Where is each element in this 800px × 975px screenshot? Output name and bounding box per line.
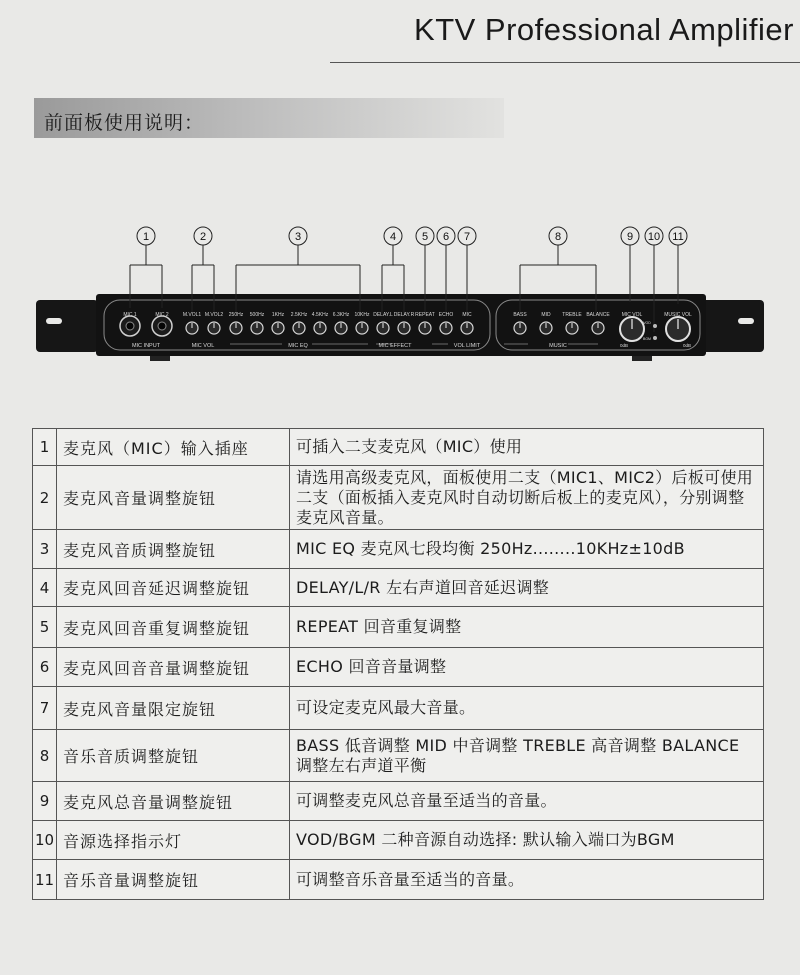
knob-label: REPEAT xyxy=(415,312,435,318)
knob-label: 2.5KHz xyxy=(290,312,308,318)
callout-number: 2 xyxy=(199,231,207,243)
table-cell-num: 3 xyxy=(33,530,57,569)
table-cell-desc: DELAY/L/R 左右声道回音延迟调整 xyxy=(290,569,764,607)
table-row xyxy=(33,648,764,687)
rack-ear-left xyxy=(36,300,98,352)
callout-number: 11 xyxy=(672,231,684,243)
knob-label: MIC xyxy=(462,312,472,318)
callout-number: 3 xyxy=(294,231,302,243)
knob-label: MUSIC VOL xyxy=(664,312,692,318)
table-cell-desc: 可设定麦克风最大音量。 xyxy=(290,687,764,730)
callout-number: 4 xyxy=(389,231,397,243)
knob-label: 1KHz xyxy=(271,312,285,318)
zero-db-label: 0dB xyxy=(619,343,629,348)
group-label: MIC EQ xyxy=(288,343,308,349)
table-row xyxy=(33,569,764,607)
table-row xyxy=(33,782,764,821)
knob-label: MIC 2 xyxy=(155,312,169,318)
table-cell-name: 麦克风音量限定旋钮 xyxy=(57,687,290,730)
table-cell-desc: 可调整音乐音量至适当的音量。 xyxy=(290,860,764,900)
table-cell-num: 7 xyxy=(33,687,57,730)
jack-socket xyxy=(126,322,134,330)
table-cell-num: 10 xyxy=(33,821,57,860)
table-row xyxy=(33,860,764,900)
callout-number: 1 xyxy=(142,231,150,243)
source-indicator-led xyxy=(653,336,657,340)
callout-number: 10 xyxy=(647,231,661,243)
table-cell-name: 音乐音量调整旋钮 xyxy=(57,860,290,900)
table-row xyxy=(33,530,764,569)
knob-label: DELAY.R xyxy=(393,312,415,318)
callout-number: 6 xyxy=(442,231,450,243)
table-row xyxy=(33,821,764,860)
table-row xyxy=(33,429,764,466)
callout-number: 8 xyxy=(554,231,562,243)
table-cell-desc: 请选用高级麦克风，面板使用二支（MIC1、MIC2）后板可使用二支（面板插入麦克风时自动切断后板上的麦克风），分别调整麦克风音量。 xyxy=(290,466,764,530)
table-row xyxy=(33,466,764,530)
table-cell-num: 9 xyxy=(33,782,57,821)
knob-label: DELAY.L xyxy=(373,312,393,318)
knob-label: 6.3KHz xyxy=(332,312,350,318)
table-row xyxy=(33,687,764,730)
knob-label: TREBLE xyxy=(562,312,582,318)
callout-number: 7 xyxy=(463,231,471,243)
table-cell-name: 麦克风回音重复调整旋钮 xyxy=(57,607,290,648)
knob-label: BALANCE xyxy=(586,312,610,318)
group-label: MIC INPUT xyxy=(131,343,161,349)
knob-label: ECHO xyxy=(438,312,454,318)
table-cell-desc: MIC EQ 麦克风七段均衡 250Hz........10KHz±10dB xyxy=(290,530,764,569)
section-title: 前面板使用说明： xyxy=(44,112,205,134)
knob-label: BASS xyxy=(513,312,527,318)
source-indicator-led xyxy=(653,324,657,328)
table-cell-num: 8 xyxy=(33,730,57,782)
table-cell-num: 6 xyxy=(33,648,57,687)
knob-label: MIC 1 xyxy=(123,312,137,318)
knob-label: 4.5KHz xyxy=(311,312,329,318)
knob-label: MID xyxy=(541,312,551,318)
knob-label: 500Hz xyxy=(249,312,265,318)
table-cell-desc: ECHO 回音音量调整 xyxy=(290,648,764,687)
bgm-label: BGM xyxy=(643,337,651,341)
table-cell-num: 2 xyxy=(33,466,57,530)
jack-socket xyxy=(158,322,166,330)
header-divider xyxy=(330,62,800,63)
group-label: MIC VOL xyxy=(191,343,215,349)
table-cell-desc: BASS 低音调整 MID 中音调整 TREBLE 高音调整 BALANCE 调整左右声道平衡 xyxy=(290,730,764,782)
table-row xyxy=(33,730,764,782)
table-cell-desc: 可调整麦克风总音量至适当的音量。 xyxy=(290,782,764,821)
zero-db-label: 0dB xyxy=(682,343,692,348)
table-cell-name: 麦克风音质调整旋钮 xyxy=(57,530,290,569)
table-cell-num: 1 xyxy=(33,429,57,466)
table-cell-desc: REPEAT 回音重复调整 xyxy=(290,607,764,648)
table-cell-num: 11 xyxy=(33,860,57,900)
vod-label: VOD xyxy=(643,321,651,325)
knob-label: 250Hz xyxy=(228,312,244,318)
table-cell-name: 麦克风（MIC）输入插座 xyxy=(57,429,290,466)
table-cell-name: 麦克风回音音量调整旋钮 xyxy=(57,648,290,687)
callout-number: 9 xyxy=(626,231,634,243)
knob-label: M.VOL2 xyxy=(204,312,224,318)
table-cell-num: 4 xyxy=(33,569,57,607)
group-label: MIC EFFECT xyxy=(378,343,412,349)
table-cell-name: 麦克风总音量调整旋钮 xyxy=(57,782,290,821)
table-row xyxy=(33,607,764,648)
table-cell-name: 音乐音质调整旋钮 xyxy=(57,730,290,782)
knob-label: MIC VOL xyxy=(621,312,643,318)
function-table xyxy=(32,428,764,900)
group-label: VOL LIMIT xyxy=(453,343,481,349)
rack-ear-right xyxy=(702,300,764,352)
knob-label: M.VOL1 xyxy=(182,312,202,318)
front-panel-diagram xyxy=(0,220,800,380)
callout-number: 5 xyxy=(421,231,429,243)
table-cell-name: 麦克风回音延迟调整旋钮 xyxy=(57,569,290,607)
table-cell-desc: VOD/BGM 二种音源自动选择: 默认输入端口为BGM xyxy=(290,821,764,860)
knob-label: 10KHz xyxy=(354,312,370,318)
table-cell-name: 音源选择指示灯 xyxy=(57,821,290,860)
group-label: MUSIC xyxy=(549,343,567,349)
table-cell-name: 麦克风音量调整旋钮 xyxy=(57,466,290,530)
table-cell-num: 5 xyxy=(33,607,57,648)
table-cell-desc: 可插入二支麦克风（MIC）使用 xyxy=(290,429,764,466)
page-header-title: KTV Professional Amplifier xyxy=(414,12,794,47)
